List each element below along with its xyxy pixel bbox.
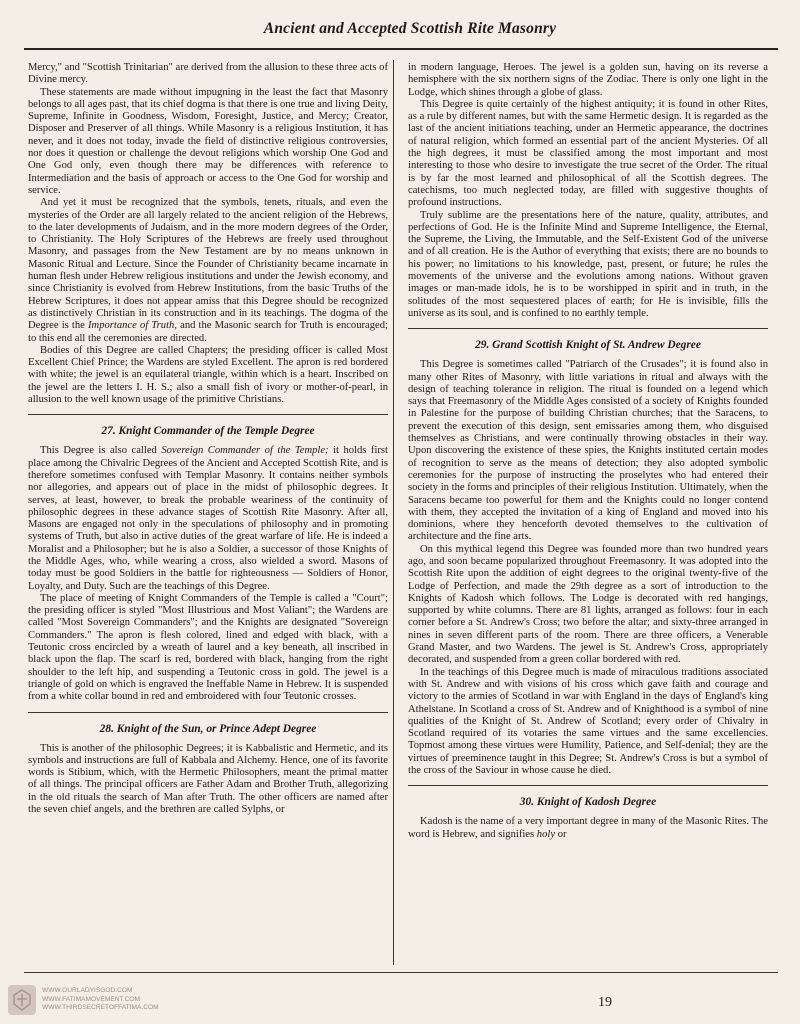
watermark — [8, 980, 198, 1020]
paragraph: This Degree is also called Sovereign Commander of the Temple; it holds first place among the Chivalric Degrees of the Ancient and Accepted Scottish Rite, and is therefore sometimes confused with Templar Masonry. It contains neither symbols nor allegories, and appears out of place in the midst of philosophic degrees. It serves, at least, however, to break the probable weariness of the continuity of philosophic degrees in these advance stages of Scottish Rite Masonry. After all, Masons are engaged not only in the speculations of philosophy and in promoting systems of Truth, but also in active duties of the great warfare of life. He is indeed a Moralist and a Philosopher; but he is also a Soldier, a successor of those Knights of the Middle Ages, who, while wearing a cross, also wielded a sword. Masons of today must be good Soldiers in the battle for righteousness — Soldiers of Honor, Loyalty, and Duty. Such are the teachings of this Degree. — [28, 445, 388, 592]
section-heading-29: 29. Grand Scottish Knight of St. Andrew Degree — [475, 339, 701, 352]
section-rule — [28, 712, 388, 713]
paragraph: Bodies of this Degree are called Chapters; the presiding officer is called Most Excellent Chief Prince; the Wardens are styled Excellent. The apron is red bordered with white; the jewel is an equilateral triangle, within which is a heart. Inscribed on the jewel are the letters I. H. S.; also a small fish of ivory or mother-of-pearl, in allusion to the well known usage of the primitive Christians. — [28, 344, 388, 406]
paragraph: This Degree is quite certainly of the highest antiquity; it is found in other Rites, as a rule by different names, but with the same Hermetic design. It is regarded as the last of the ancient initiations teaching, under an Hermetic appearance, the doctrines of natural religion, which formed an essential part of the ancient Mysteries. Of all the high degrees, it must be classified among the most important and most interesting to those who desire to investigate the true secret of the Order. The ritual is by far the most learned and philosophical of all the Scottish degrees. The catechisms, too much neglected today, are filled with suggestive thoughts of profound instructions. — [408, 98, 768, 209]
paragraph: Kadosh is the name of a very important degree in many of the Masonic Rites. The word is Hebrew, and signifies holy or — [408, 816, 768, 840]
section-heading-28: 28. Knight of the Sun, or Prince Adept Degree — [99, 722, 317, 735]
paragraph: in modern language, Heroes. The jewel is a golden sun, having on its reverse a hemisphere with the six northern signs of the Zodiac. There is only one light in the Lodge, which shines through a globe of glass. — [408, 62, 768, 98]
section-rule — [408, 328, 768, 329]
italic-text: Sovereign Commander of the Temple; — [161, 445, 329, 457]
paragraph: In the teachings of this Degree much is made of miraculous traditions associated with St. Andrew and with visions of his cross which gave faith and courage and victory to the armies of Scotland in war with England in the days of England's king Athelstane. In Scotland a cross of St. Andrew and of Knighthood is a symbol of nine qualities of the Knight of St. Andrew of Scotland; every order of Chivalry in Scotland required of its votaries the same virtues and the same excellencies. Topmost among these virtues were Humility, Patience, and Self-denial; they are the virtues of preeminence taught in this Degree; St. Andrew's Cross is but a symbol of the cross of the Saviour in whose cause he died. — [408, 666, 768, 777]
left-column — [28, 62, 388, 816]
paragraph: On this mythical legend this Degree was founded more than two hundred years ago, and soon became popularized throughout Freemasonry. It was adopted into the Scottish Rite upon the addition of eight degrees to the original twenty-five of the Lodge of Perfection, and made the 29th degree as a sort of introduction to the Knights of Kadosh which follows. The Lodge is decorated with red hangings, supported by white columns. There are 81 lights, arranged as follows: four in each corner before a St. Andrew's Cross; two before the altar; and sixty-three arranged in nines in seven different parts of the room. There are three officers, a Venerable Grand Master, and two Wardens. The jewel is St. Andrew's Cross, appropriately decorated, and suspended from a green collar bordered with red. — [408, 543, 768, 666]
column-divider — [393, 60, 394, 965]
section-rule — [408, 785, 768, 786]
paragraph: This is another of the philosophic Degrees; it is Kabbalistic and Hermetic, and its symbols and instructions are full of Kabbala and Alchemy. Hence, one of its favorite words is Stibium, which, with the Hermetic Philosophers, meant the primal matter of all things. The principal officers are Father Adam and Brother Truth, allegorizing in the old rituals the search of Man after Truth. The other officers are named after the seven chief angels, and the brethren are called Sylphs, or — [28, 742, 388, 816]
paragraph: Mercy," and "Scottish Trinitarian" are derived from the allusion to these three acts of Divine mercy. — [28, 62, 388, 86]
paragraph: The place of meeting of Knight Commanders of the Temple is called a "Court"; the presiding officer is styled "Most Illustrious and Most Valiant"; the Wardens are called "Most Sovereign Commanders"; and the Knights are designated "Sovereign Commanders." The apron is flesh colored, lined and edged with black, with a Teutonic cross encircled by a wreath of laurel and a key beneath, all inscribed in black upon the flap. The scarf is red, bordered with black, hanging from the right shoulder to the left hip, and suspending a Teutonic cross in gold. The jewel is a triangle of gold on which is engraved the Ineffable Name in Hebrew. It is suspended from a white collar bound in red and embroidered with four Teutonic crosses. — [28, 592, 388, 703]
section-heading-30: 30. Knight of Kadosh Degree — [519, 796, 657, 809]
running-head: Ancient and Accepted Scottish Rite Masonry — [263, 20, 557, 37]
paragraph: Truly sublime are the presentations here of the nature, quality, attributes, and perfections of God. He is the Infinite Mind and Supreme Intelligence, the Eternal, the Supreme, the Living, the Immutable, and the Self-Existent God of the universe and of all creation. He is the Author of everything that exists; there are no bounds to his power; no limitations to his knowledge, past, present, or future; he rules the movements of the universe and the evolutions among nations. Without graven images or man-made idols, he is to be worshipped in spirit and in truth, in the solitudes of the most sequestered places of earth; for He is invisible, fills the universe as its soul, and is confined to no earthly temple. — [408, 209, 768, 319]
right-column — [408, 62, 768, 841]
watermark-logo-icon — [8, 985, 36, 1015]
italic-text: Importance of Truth, — [88, 320, 177, 332]
paragraph: These statements are made without impugning in the least the fact that Masonry belongs to all ages past, that its chief dogma is that there is one true and living Deity, Supreme, Infinite in Goodness, Wisdom, Foresight, Justice, and Mercy; Creator, Disposer and Preserver of all things. While Masonry is a religious Institution, it has never, and it does not today, invade the field of distinctive religious controversies, nor does it question or challenge the devout religions which worship One God and One God only, even though there may be differences with reference to Intermediation and the basis of approach or access to the One God for worship and service. — [28, 86, 388, 196]
section-heading-27: 27. Knight Commander of the Temple Degree — [101, 425, 315, 438]
watermark-text: WWW.OURLADYISGOD.COM WWW.FATIMAMOVEMENT.COM WWW.THIRDSECRETOFFATIMA.COM — [42, 987, 159, 1012]
paragraph: This Degree is sometimes called "Patriarch of the Crusades"; it is found also in many other Rites of Masonry, with little variations in ritual and always with the design of teaching tolerance in religion. The ritual is founded on a legend which says that Freemasonry of the Middle Ages consisted of a society of Knights founded in Palestine for the purpose of building Christian churches; that the Saracens, to prevent the execution of this design, sent emissaries among them, who disguised themselves as Christians, and were continually throwing obstacles in their way. Upon discovering the existence of these spies, the Knights instituted certain modes of recognition to serve as the means of detection; they also adopted symbolic ceremonies for the purpose of instructing the proselytes who had entered their society in the forms and principles of their religious Institution. Ultimately, when the Saracens became too powerful for them and the Knights could no longer contend with them, they accepted the invitation of a king of England and moved into his dominions, where they henceforth devoted themselves to the cultivation of architecture and the fine arts. — [408, 359, 768, 543]
page-number: 19 — [598, 995, 612, 1010]
footer-rule — [24, 972, 778, 973]
italic-text: holy — [536, 828, 556, 840]
header-rule — [24, 48, 778, 50]
paragraph: And yet it must be recognized that the symbols, tenets, rituals, and even the mysteries of the Order are all largely related to the ancient religion of the Hebrews, to the later developments of Judaism, and in the more modern degrees of the Order, to Christianity. The Holy Scriptures of the Hebrews are freely used throughout Masonry, and passages from the New Testament are by no means unknown in Masonic Ritual and Lecture. Since the Founder of Christianity became incarnate in human flesh under Hebrew religious institutions and under the Jewish economy, and since Christianity is evolved from Hebrew Institutions, from the basic Truths of the Hebrew Scriptures, it does not appear amiss that this Degree should be recognized as distinctively Christian in its construction and in its teachings. The dogma of the Degree is the Importance of Truth, and the Masonic search for Truth is encouraged; to this end all the ceremonies are directed. — [28, 197, 388, 344]
section-rule — [28, 414, 388, 415]
